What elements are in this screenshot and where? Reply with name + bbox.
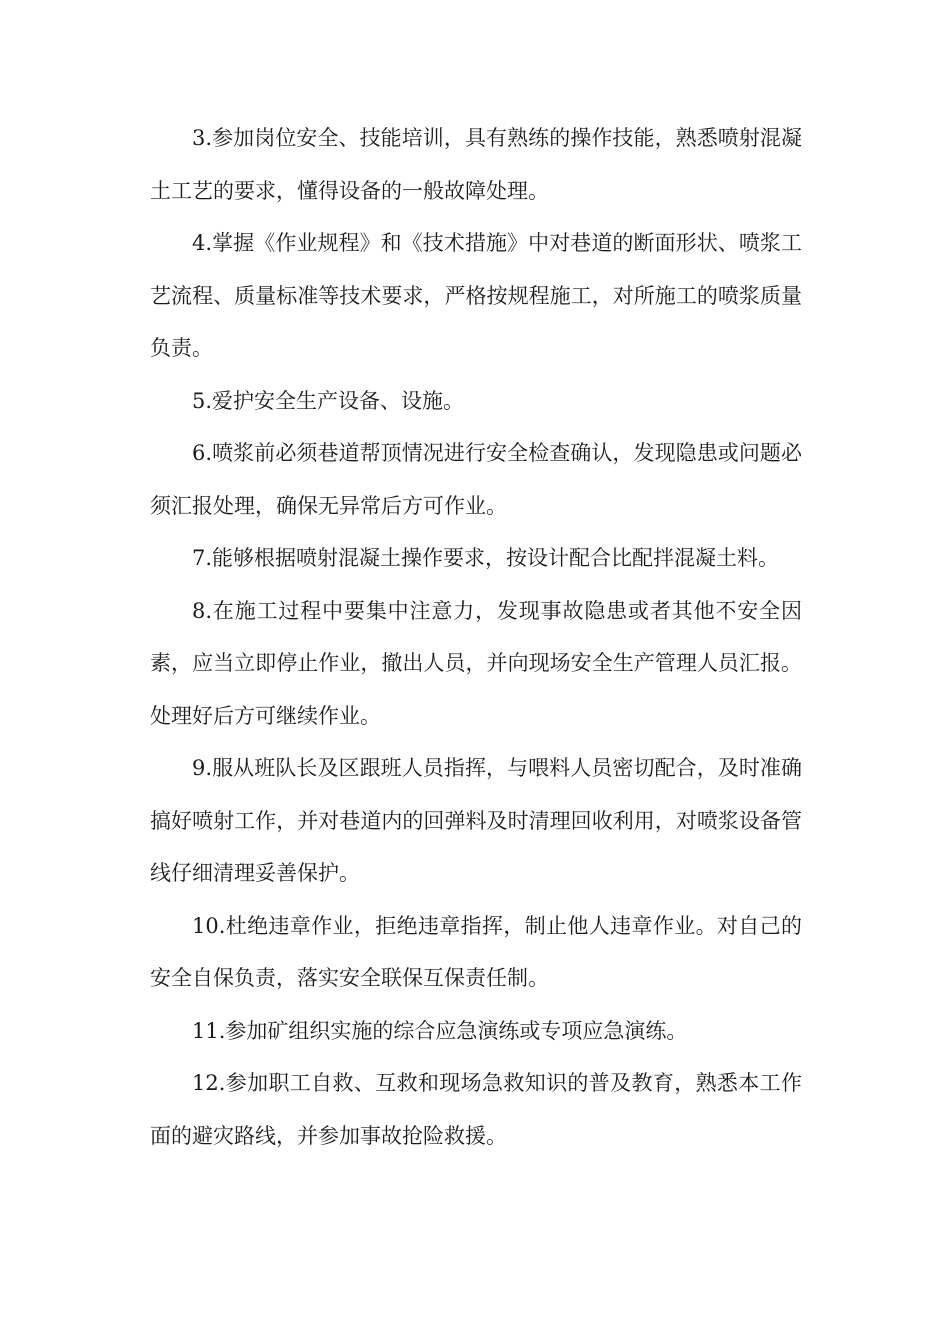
paragraph-item-12: 12.参加职工自救、互救和现场急救知识的普及教育，熟悉本工作面的避灾路线，并参加事故抢险救援。 <box>150 1071 802 1148</box>
paragraph-item-5: 5.爱护安全生产设备、设施。 <box>192 388 465 413</box>
document-body <box>150 112 802 1162</box>
paragraph-item-8: 8.在施工过程中要集中注意力，发现事故隐患或者其他不安全因素，应当立即停止作业，撤出人员，并向现场安全生产管理人员汇报。处理好后方可继续作业。 <box>150 598 802 728</box>
paragraph-item-10: 10.杜绝违章作业，拒绝违章指挥，制止他人违章作业。对自己的安全自保负责，落实安全联保互保责任制。 <box>150 913 802 990</box>
paragraph-item-4: 4.掌握《作业规程》和《技术措施》中对巷道的断面形状、喷浆工艺流程、质量标准等技术要求，严格按规程施工，对所施工的喷浆质量负责。 <box>150 231 802 360</box>
paragraph-item-9: 9.服从班队长及区跟班人员指挥，与喂料人员密切配合，及时准确搞好喷射工作，并对巷道内的回弹料及时清理回收利用，对喷浆设备管线仔细清理妥善保护。 <box>150 756 802 885</box>
paragraph-item-11: 11.参加矿组织实施的综合应急演练或专项应急演练。 <box>192 1018 688 1043</box>
paragraph-item-3: 3.参加岗位安全、技能培训，具有熟练的操作技能，熟悉喷射混凝土工艺的要求，懂得设备的一般故障处理。 <box>150 126 802 203</box>
paragraph-item-7: 7.能够根据喷射混凝土操作要求，按设计配合比配拌混凝土料。 <box>192 546 780 570</box>
paragraph-item-6: 6.喷浆前必须巷道帮顶情况进行安全检查确认，发现隐患或问题必须汇报处理，确保无异常后方可作业。 <box>150 441 802 518</box>
